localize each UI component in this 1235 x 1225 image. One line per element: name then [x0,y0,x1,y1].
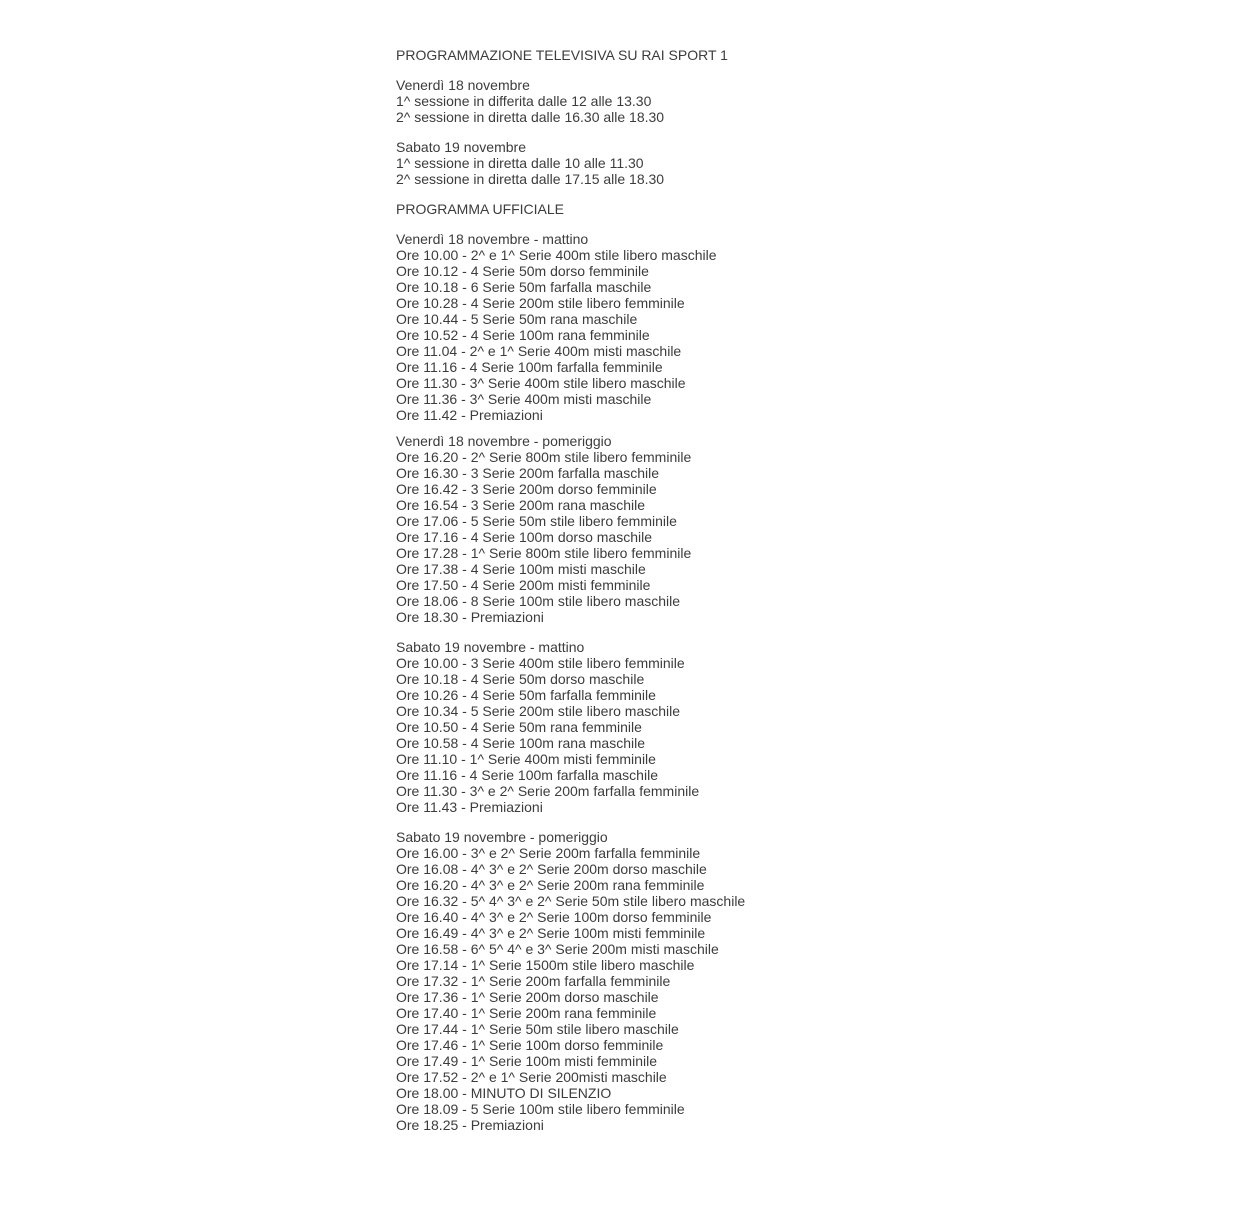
event-line: Ore 11.42 - Premiazioni [396,407,543,423]
event-line: Ore 16.20 - 2^ Serie 800m stile libero femminile [396,449,692,465]
event-line: Ore 11.36 - 3^ Serie 400m misti maschile [396,391,652,407]
event-line: Ore 17.16 - 4 Serie 100m dorso maschile [396,529,653,545]
session-heading: Venerdì 18 novembre - mattino [396,231,589,247]
event-line: Ore 17.28 - 1^ Serie 800m stile libero femminile [396,545,692,561]
event-line: Ore 10.50 - 4 Serie 50m rana femminile [396,719,642,735]
tv-day-heading: Sabato 19 novembre [396,139,526,155]
spacer [396,625,1096,639]
tv-session-line: 2^ sessione in diretta dalle 16.30 alle 18.30 [396,109,665,125]
event-line: Ore 17.14 - 1^ Serie 1500m stile libero maschile [396,957,695,973]
session-heading: Venerdì 18 novembre - pomeriggio [396,433,612,449]
tv-session-line: 1^ sessione in differita dalle 12 alle 13.30 [396,93,652,109]
event-line: Ore 17.50 - 4 Serie 200m misti femminile [396,577,651,593]
event-line: Ore 17.06 - 5 Serie 50m stile libero femminile [396,513,677,529]
event-line: Ore 17.49 - 1^ Serie 100m misti femminile [396,1053,657,1069]
event-line: Ore 10.28 - 4 Serie 200m stile libero femminile [396,295,685,311]
event-line: Ore 10.18 - 6 Serie 50m farfalla maschile [396,279,652,295]
event-line: Ore 16.08 - 4^ 3^ e 2^ Serie 200m dorso maschile [396,861,707,877]
event-line: Ore 10.00 - 2^ e 1^ Serie 400m stile libero maschile [396,247,717,263]
tv-day-friday [396,77,1096,125]
event-line: Ore 17.40 - 1^ Serie 200m rana femminile [396,1005,657,1021]
event-line: Ore 18.30 - Premiazioni [396,609,544,625]
event-line: Ore 10.44 - 5 Serie 50m rana maschile [396,311,638,327]
event-line: Ore 17.36 - 1^ Serie 200m dorso maschile [396,989,659,1005]
event-line: Ore 10.58 - 4 Serie 100m rana maschile [396,735,646,751]
event-line: Ore 10.34 - 5 Serie 200m stile libero maschile [396,703,681,719]
session-heading: Sabato 19 novembre - pomeriggio [396,829,608,845]
event-line: Ore 17.44 - 1^ Serie 50m stile libero maschile [396,1021,679,1037]
tv-session-line: 2^ sessione in diretta dalle 17.15 alle 18.30 [396,171,665,187]
event-line: Ore 11.30 - 3^ e 2^ Serie 200m farfalla femminile [396,783,700,799]
tv-schedule-title: PROGRAMMAZIONE TELEVISIVA SU RAI SPORT 1 [396,47,728,63]
tv-session-line: 1^ sessione in diretta dalle 10 alle 11.30 [396,155,644,171]
event-line: Ore 17.46 - 1^ Serie 100m dorso femminile [396,1037,664,1053]
event-line: Ore 16.49 - 4^ 3^ e 2^ Serie 100m misti femminile [396,925,706,941]
event-line: Ore 17.32 - 1^ Serie 200m farfalla femminile [396,973,671,989]
event-line: Ore 18.09 - 5 Serie 100m stile libero femminile [396,1101,685,1117]
event-line: Ore 10.18 - 4 Serie 50m dorso maschile [396,671,645,687]
event-line: Ore 16.54 - 3 Serie 200m rana maschile [396,497,646,513]
session-friday-morning [396,231,1096,423]
program-title: PROGRAMMA UFFICIALE [396,201,565,217]
event-line: Ore 16.00 - 3^ e 2^ Serie 200m farfalla femminile [396,845,701,861]
event-line: Ore 16.40 - 4^ 3^ e 2^ Serie 100m dorso femminile [396,909,712,925]
spacer [396,217,1096,231]
event-line: Ore 17.38 - 4 Serie 100m misti maschile [396,561,646,577]
event-line: Ore 11.16 - 4 Serie 100m farfalla maschile [396,767,658,783]
session-saturday-morning [396,639,1096,815]
event-line: Ore 11.30 - 3^ Serie 400m stile libero maschile [396,375,686,391]
event-line: Ore 10.12 - 4 Serie 50m dorso femminile [396,263,649,279]
event-line: Ore 18.06 - 8 Serie 100m stile libero maschile [396,593,681,609]
tv-day-saturday [396,139,1096,187]
event-line: Ore 10.26 - 4 Serie 50m farfalla femminile [396,687,656,703]
event-line: Ore 16.20 - 4^ 3^ e 2^ Serie 200m rana femminile [396,877,705,893]
session-heading: Sabato 19 novembre - mattino [396,639,585,655]
tv-day-heading: Venerdì 18 novembre [396,77,530,93]
event-line: Ore 16.32 - 5^ 4^ 3^ e 2^ Serie 50m stile libero maschile [396,893,746,909]
event-line: Ore 16.58 - 6^ 5^ 4^ e 3^ Serie 200m misti maschile [396,941,719,957]
article-body [396,47,1096,1133]
event-line: Ore 16.42 - 3 Serie 200m dorso femminile [396,481,657,497]
event-line: Ore 11.04 - 2^ e 1^ Serie 400m misti maschile [396,343,682,359]
spacer [396,815,1096,829]
event-line: Ore 18.00 - MINUTO DI SILENZIO [396,1085,612,1101]
spacer [396,187,1096,201]
session-friday-afternoon [396,433,1096,625]
spacer [396,125,1096,139]
event-line: Ore 16.30 - 3 Serie 200m farfalla maschile [396,465,660,481]
event-line: Ore 11.43 - Premiazioni [396,799,543,815]
session-saturday-afternoon [396,829,1096,1133]
event-line: Ore 17.52 - 2^ e 1^ Serie 200misti maschile [396,1069,667,1085]
event-line: Ore 10.52 - 4 Serie 100m rana femminile [396,327,650,343]
spacer [396,423,1096,433]
spacer [396,63,1096,77]
event-line: Ore 10.00 - 3 Serie 400m stile libero femminile [396,655,685,671]
event-line: Ore 11.16 - 4 Serie 100m farfalla femminile [396,359,663,375]
event-line: Ore 11.10 - 1^ Serie 400m misti femminile [396,751,656,767]
event-line: Ore 18.25 - Premiazioni [396,1117,544,1133]
